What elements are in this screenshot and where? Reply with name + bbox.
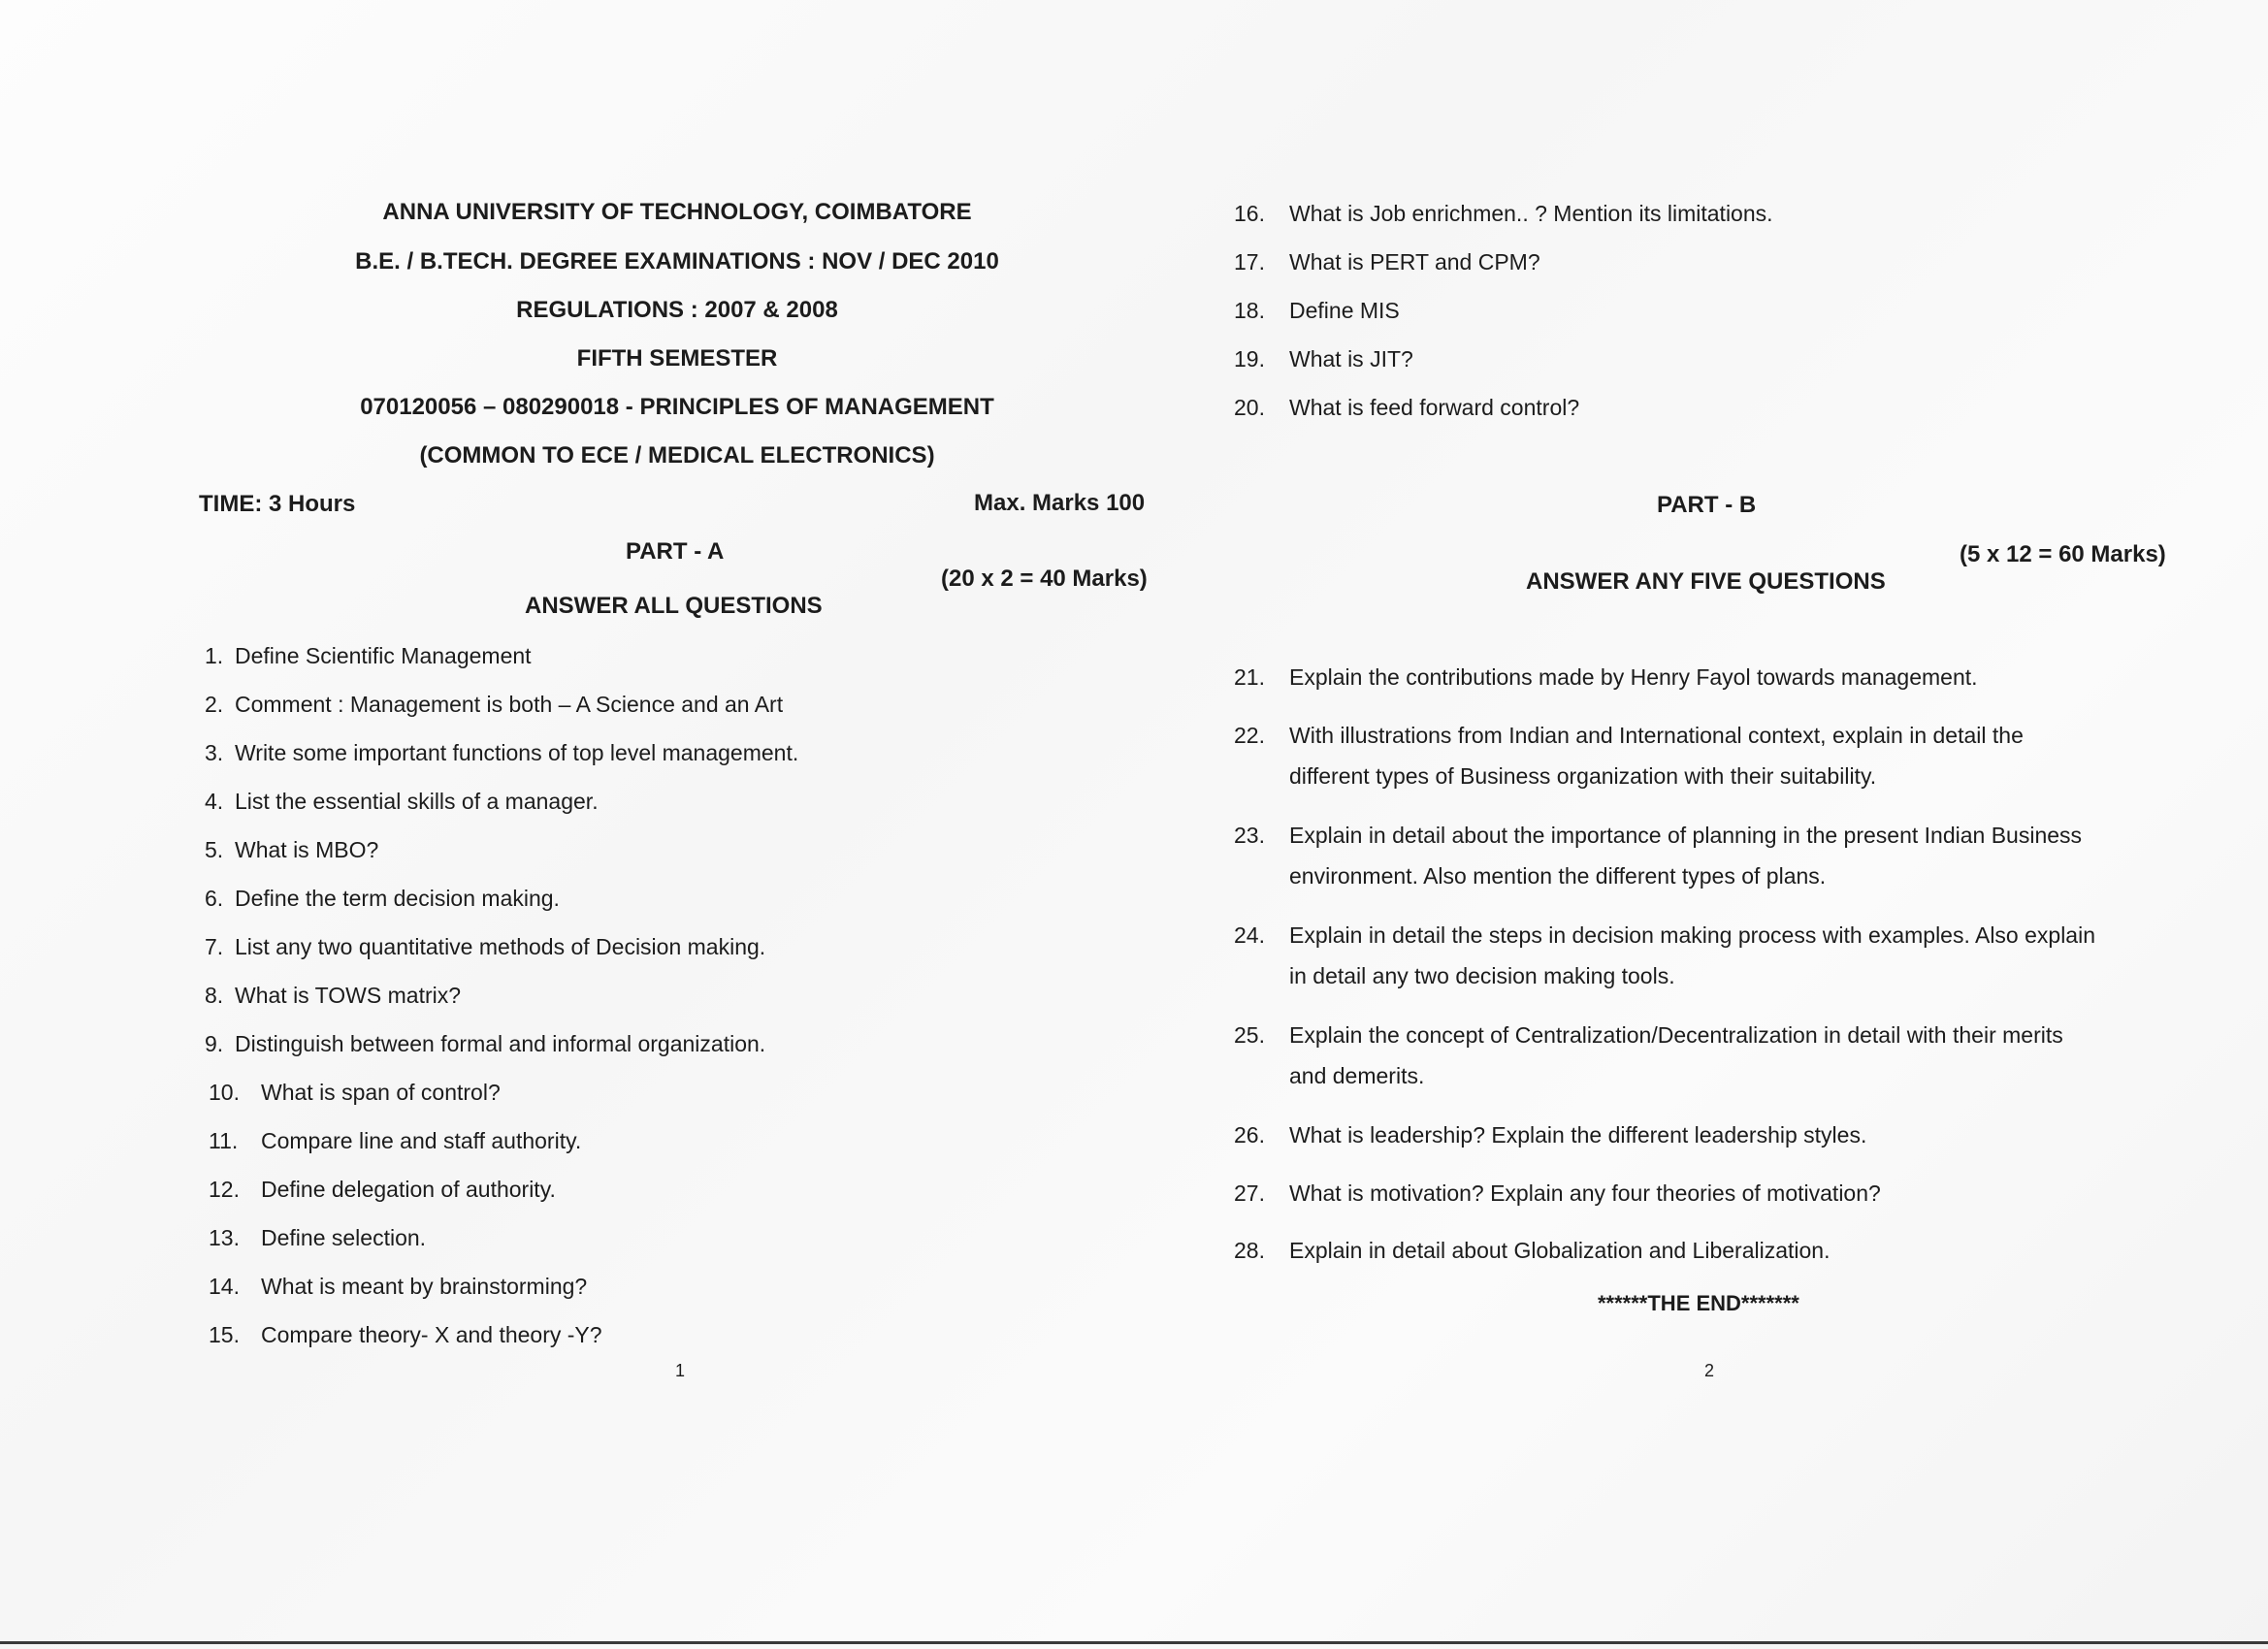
university-title: ANNA UNIVERSITY OF TECHNOLOGY, COIMBATORE — [382, 199, 972, 225]
question-text: What is span of control? — [261, 1080, 501, 1105]
question-text: environment. Also mention the different types of plans. — [1289, 863, 1827, 889]
question-text: What is PERT and CPM? — [1289, 249, 1540, 275]
regulations: REGULATIONS : 2007 & 2008 — [516, 297, 838, 323]
question-number: 10. — [209, 1080, 240, 1105]
part-a-title: PART - A — [626, 538, 725, 565]
question-text: Define Scientific Management — [235, 643, 532, 668]
question-number: 2. — [205, 692, 224, 717]
common-note: (COMMON TO ECE / MEDICAL ELECTRONICS) — [419, 442, 935, 469]
question-number: 18. — [1234, 298, 1265, 323]
max-marks: Max. Marks 100 — [974, 490, 1146, 516]
part-b-title: PART - B — [1657, 492, 1757, 518]
question-number: 11. — [209, 1128, 239, 1153]
question-text: What is meant by brainstorming? — [261, 1274, 588, 1299]
question-text: Explain in detail about Globalization and Liberalization. — [1289, 1238, 1831, 1263]
question-text: Define the term decision making. — [235, 886, 560, 911]
question-text: Write some important functions of top level management. — [235, 740, 799, 765]
question-number: 28. — [1234, 1238, 1265, 1263]
question-number: 7. — [205, 934, 224, 959]
question-text: different types of Business organization with their suitability. — [1289, 763, 1877, 789]
part-b-instruction: ANSWER ANY FIVE QUESTIONS — [1526, 568, 1886, 595]
page-edge — [0, 1641, 2268, 1644]
question-number: 9. — [205, 1031, 224, 1056]
question-text: What is motivation? Explain any four theories of motivation? — [1289, 1180, 1881, 1206]
part-a-marks: (20 x 2 = 40 Marks) — [941, 566, 1148, 592]
question-text: Define selection. — [261, 1225, 427, 1250]
question-number: 4. — [205, 789, 224, 814]
question-number: 14. — [209, 1274, 240, 1299]
question-number: 22. — [1234, 723, 1265, 748]
question-text: List the essential skills of a manager. — [235, 789, 599, 814]
question-text: Define MIS — [1289, 298, 1400, 323]
question-text: Explain in detail about the importance of planning in the present Indian Business — [1289, 823, 2083, 848]
question-text: Compare theory- X and theory -Y? — [261, 1322, 602, 1347]
question-number: 1. — [205, 643, 224, 668]
question-text: Comment : Management is both – A Science and an Art — [235, 692, 784, 717]
question-number: 12. — [209, 1177, 240, 1202]
question-text: What is feed forward control? — [1289, 395, 1580, 420]
question-number: 13. — [209, 1225, 240, 1250]
exam-time: TIME: 3 Hours — [199, 491, 356, 517]
question-number: 3. — [205, 740, 224, 765]
question-text: What is JIT? — [1289, 346, 1413, 372]
question-number: 25. — [1234, 1022, 1265, 1048]
part-b-marks: (5 x 12 = 60 Marks) — [1960, 541, 2166, 567]
question-number: 23. — [1234, 823, 1265, 848]
question-number: 15. — [209, 1322, 240, 1347]
question-number: 17. — [1234, 249, 1265, 275]
semester: FIFTH SEMESTER — [576, 345, 778, 372]
question-text: in detail any two decision making tools. — [1289, 963, 1675, 988]
question-text: Explain in detail the steps in decision making process with examples. Also explain — [1289, 922, 2095, 948]
the-end: ******THE END******* — [1598, 1291, 1799, 1315]
question-number: 16. — [1234, 201, 1265, 226]
question-text: What is leadership? Explain the different leadership styles. — [1289, 1122, 1867, 1148]
question-text: List any two quantitative methods of Decision making. — [235, 934, 766, 959]
question-number: 26. — [1234, 1122, 1265, 1148]
question-text: Define delegation of authority. — [261, 1177, 556, 1202]
question-number: 20. — [1234, 395, 1265, 420]
question-number: 8. — [205, 983, 224, 1008]
question-text: What is TOWS matrix? — [235, 983, 462, 1008]
question-number: 27. — [1234, 1180, 1265, 1206]
question-text: Explain the concept of Centralization/Decentralization in detail with their merits — [1289, 1022, 2063, 1048]
question-number: 6. — [205, 886, 224, 911]
question-number: 21. — [1234, 664, 1265, 690]
question-number: 5. — [205, 837, 224, 862]
question-number: 24. — [1234, 922, 1265, 948]
question-number: 19. — [1234, 346, 1265, 372]
page-number-left: 1 — [675, 1361, 686, 1380]
subject-title: 070120056 – 080290018 - PRINCIPLES OF MANAGEMENT — [360, 394, 994, 420]
question-text: Compare line and staff authority. — [261, 1128, 582, 1153]
question-text: and demerits. — [1289, 1063, 1425, 1088]
part-a-instruction: ANSWER ALL QUESTIONS — [525, 593, 823, 619]
question-text: What is MBO? — [235, 837, 379, 862]
question-text: Explain the contributions made by Henry Fayol towards management. — [1289, 664, 1978, 690]
question-text: What is Job enrichmen.. ? Mention its limitations. — [1289, 201, 1773, 226]
question-text: Distinguish between formal and informal organization. — [235, 1031, 766, 1056]
question-text: With illustrations from Indian and International context, explain in detail the — [1289, 723, 2024, 748]
exam-title: B.E. / B.TECH. DEGREE EXAMINATIONS : NOV / DEC 2010 — [355, 248, 999, 275]
page-number-right: 2 — [1704, 1361, 1715, 1380]
